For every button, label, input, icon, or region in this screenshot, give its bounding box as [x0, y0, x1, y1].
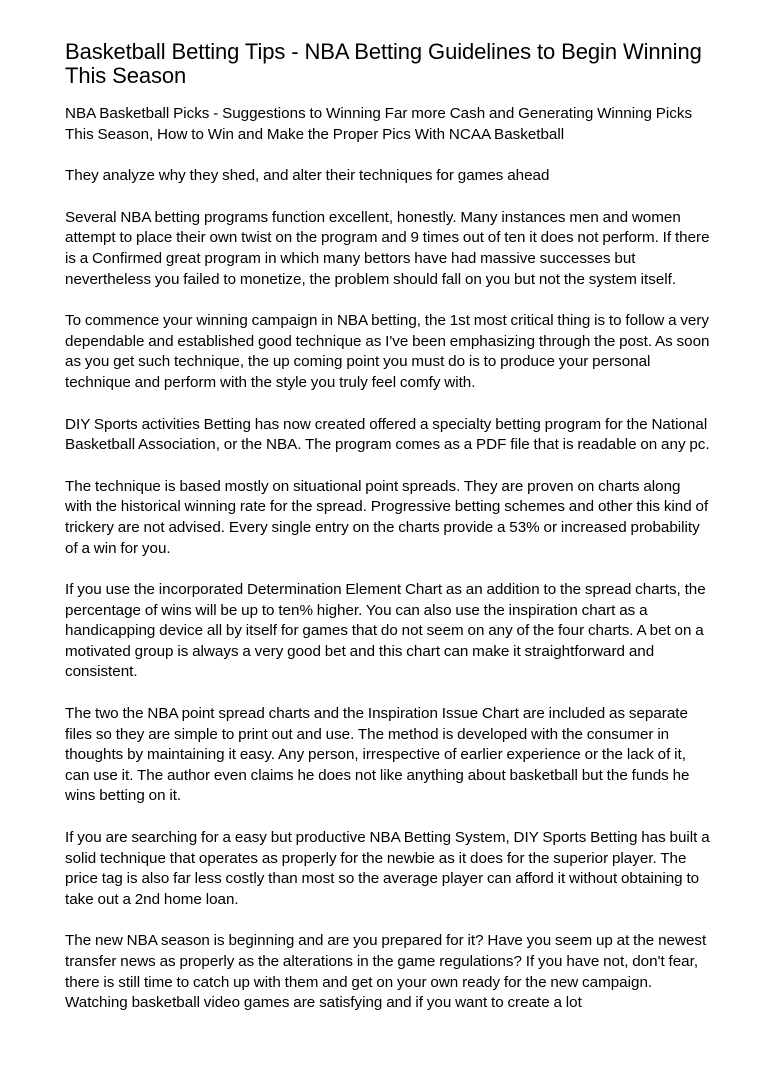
paragraph-5: DIY Sports activities Betting has now created offered a specialty betting program for the National Basketball Association, or the NBA. The program comes as a PDF file that is readable on any pc.: [65, 415, 710, 454]
paragraph-8: The two the NBA point spread charts and the Inspiration Issue Chart are included as separate files so they are simple to print out and use. The method is developed with the consumer in thoughts by maintaining it easy. Any person, irrespective of earlier experience or the lack of it, can use it. The author even claims he does not like anything about basketball but the funds he wins betting on it.: [65, 705, 690, 805]
paragraph-subtitle: NBA Basketball Picks - Suggestions to Winning Far more Cash and Generating Winning Picks This Season, How to Win and Make the Proper Pics With NCAA Basketball: [65, 105, 693, 143]
paragraph-9: If you are searching for a easy but productive NBA Betting System, DIY Sports Betting has built a solid technique that operates as properly for the newbie as it does for the superior player. The price tag is also far less costly than most so the average player can afford it without obtaining to take out a 2nd home loan.: [65, 829, 710, 908]
paragraph-7: If you use the incorporated Determination Element Chart as an addition to the spread charts, the percentage of wins will be up to ten% higher. You can also use the inspiration chart as a handicapping device all by itself for games that do not seem on any of the four charts. A bet on a motivated group is always a very good bet and this chart can make it straightforward and consistent.: [65, 581, 706, 681]
paragraph-2: They analyze why they shed, and alter their techniques for games ahead: [65, 167, 550, 185]
paragraph-4: To commence your winning campaign in NBA betting, the 1st most critical thing is to follow a very dependable and established good technique as I've been emphasizing through the post. As soon as you get such technique, the up coming point you must do is to produce your personal technique and perform with the style you truly feel comfy with.: [65, 312, 710, 391]
paragraph-6: The technique is based mostly on situational point spreads. They are proven on charts along with the historical winning rate for the spread. Progressive betting schemes and other this kind of trickery are not advised. Every single entry on the charts provide a 53% or increased probability of a win for you.: [65, 477, 709, 557]
document-title: Basketball Betting Tips - NBA Betting Guidelines to Begin Winning This Season: [65, 39, 702, 88]
paragraph-10: The new NBA season is beginning and are you prepared for it? Have you seem up at the newest transfer news as properly as the alterations in the game regulations? If you have not, don't fear, there is still time to catch up with them and get on your own ready for the new campaign. Watching basketball video games are satisfying and if you want to create a lot: [65, 932, 707, 1012]
document-page: [65, 40, 710, 1014]
paragraph-3: Several NBA betting programs function excellent, honestly. Many instances men and women attempt to place their own twist on the program and 9 times out of ten it does not perform. If there is a Confirmed great program in which many bettors have had massive successes but nevertheless you failed to monetize, the problem should fall on you but not the system itself.: [65, 208, 710, 288]
